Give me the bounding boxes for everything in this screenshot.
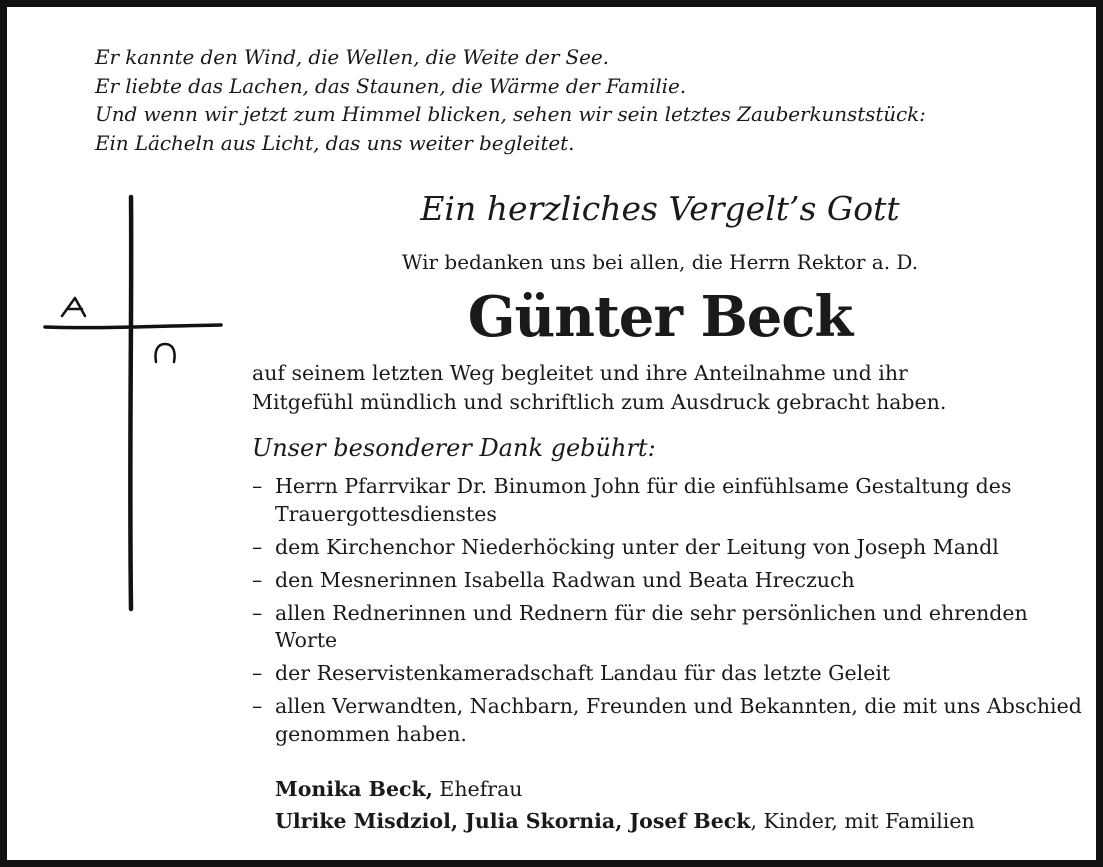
list-item	[252, 693, 1082, 748]
signers	[275, 773, 1075, 837]
signer-line	[275, 805, 1075, 837]
list-item-text: der Reservistenkameradschaft Landau für das letzte Geleit	[275, 661, 891, 685]
cross-vertical-beam	[130, 197, 131, 609]
list-item	[252, 473, 1082, 528]
poem-line: Er liebte das Lachen, das Staunen, die Wärme der Familie.	[95, 73, 686, 98]
dank-list	[252, 473, 1082, 754]
signer-line	[275, 773, 1075, 805]
dash-bullet: –	[252, 534, 263, 559]
after-line: Mitgefühl mündlich und schriftlich zum Ausdruck gebracht haben.	[252, 390, 947, 414]
list-item-text: dem Kirchenchor Niederhöcking unter der Leitung von Joseph Mandl	[275, 534, 999, 559]
dash-bullet: –	[252, 661, 263, 685]
dash-bullet: –	[252, 567, 263, 592]
dash-bullet: –	[252, 474, 263, 498]
deceased-name: Günter Beck	[467, 284, 853, 350]
alpha-omega-cross-icon	[37, 189, 237, 619]
list-item	[252, 534, 1082, 562]
signer-role: , Kinder, mit Familien	[750, 809, 975, 833]
list-item-text: allen Rednerinnen und Rednern für die sehr persönlichen und ehrenden Worte	[275, 600, 1028, 652]
signer-names: Monika Beck,	[275, 777, 433, 801]
list-item	[252, 600, 1082, 655]
omega-icon	[155, 344, 174, 362]
intro-text: Wir bedanken uns bei allen, die Herrn Rektor a. D.	[401, 250, 919, 274]
list-item	[252, 660, 1082, 688]
poem-line: Ein Lächeln aus Licht, das uns weiter begleitet.	[95, 130, 575, 155]
dash-bullet: –	[252, 694, 263, 718]
list-item-text: Herrn Pfarrvikar Dr. Binumon John für die einfühlsame Gestaltung des Trauergottesdienstes	[275, 474, 1012, 526]
dank-heading: Unser besonderer Dank gebührt:	[252, 434, 656, 462]
after-text	[252, 359, 1082, 417]
after-line: auf seinem letzten Weg begleitet und ihre Anteilnahme und ihr	[252, 361, 908, 385]
list-item	[252, 567, 1082, 595]
poem	[95, 43, 1085, 157]
cross-horizontal-beam	[45, 325, 221, 328]
thanks-heading: Ein herzliches Vergelt’s Gott	[420, 189, 900, 228]
list-item-text: allen Verwandten, Nachbarn, Freunden und Bekannten, die mit uns Abschied genommen haben.	[275, 694, 1082, 746]
poem-line: Und wenn wir jetzt zum Himmel blicken, sehen wir sein letztes Zauberkunststück:	[95, 102, 926, 126]
signer-role: Ehefrau	[432, 777, 523, 801]
poem-line: Er kannte den Wind, die Wellen, die Weite der See.	[95, 45, 609, 69]
signer-names: Ulrike Misdziol, Julia Skornia, Josef Beck	[275, 809, 751, 833]
list-item-text: den Mesnerinnen Isabella Radwan und Beata Hreczuch	[275, 567, 855, 592]
alpha-icon	[62, 298, 85, 316]
dash-bullet: –	[252, 600, 263, 625]
